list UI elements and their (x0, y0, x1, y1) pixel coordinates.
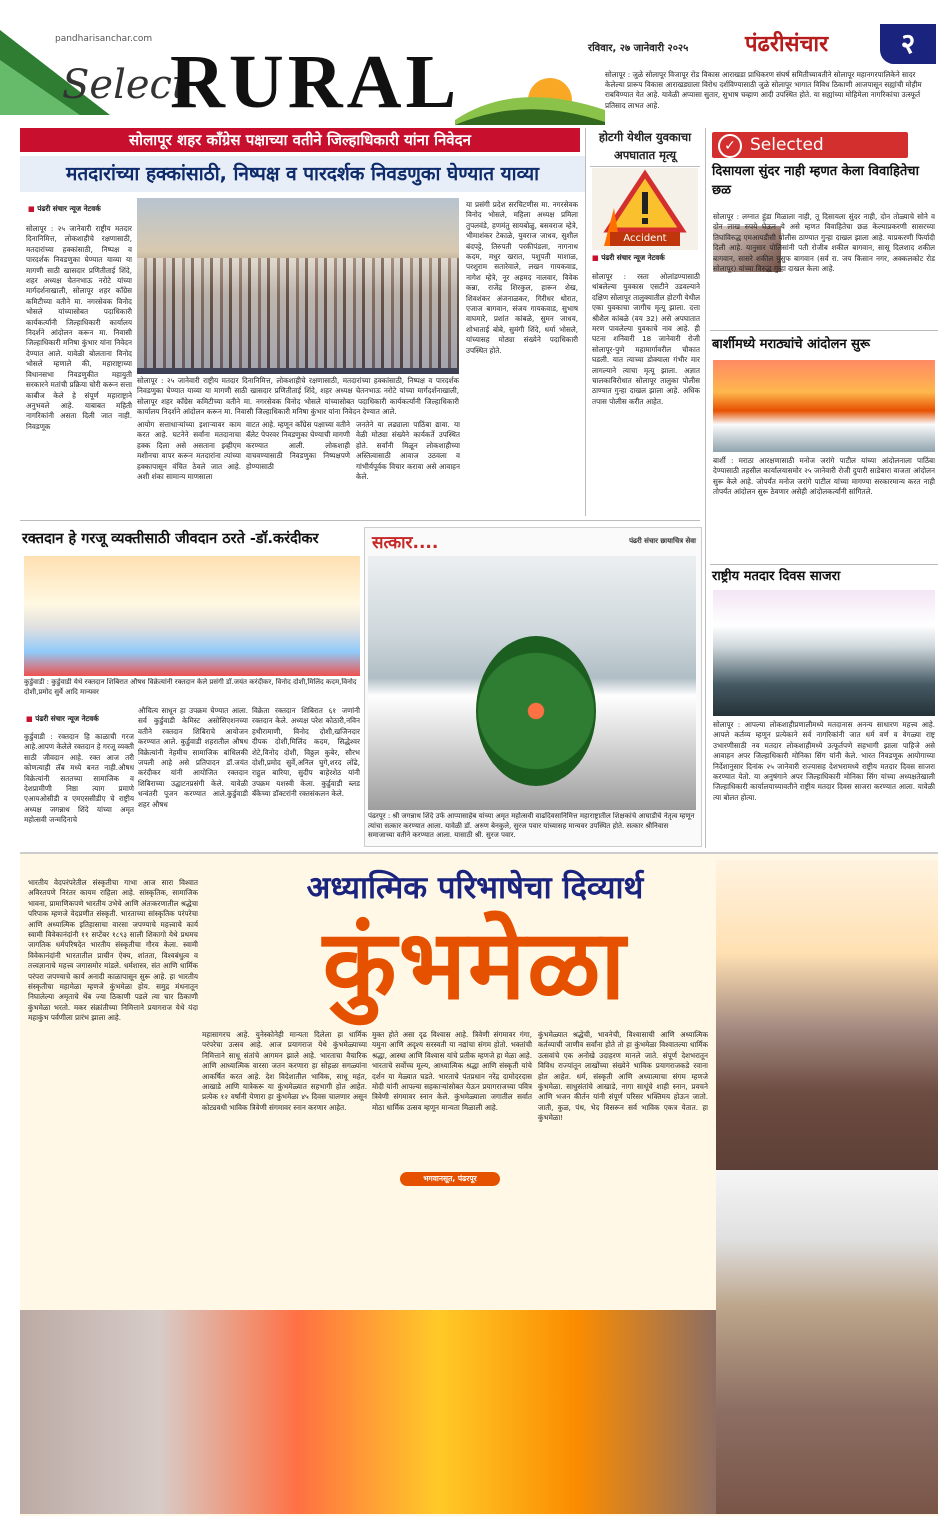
blood-col2: औचित्य साधून हा उपक्रम घेण्यात आला. सर्व कुर्डुवाडी केमिस्ट असोसिएशनच्या वतीने रक्तदान शिबिराचे आयोजन करण्यात आले. कुर्डुवाडी शहरातील औषध विक्रेत्यांनी नेहमीच सामाजिक बांधिलकी जपली आहे असे प्रतिपादन डॉ.जयंत करंदीकर यांनी आयोजित रक्तदान शिबिराच्या उद्घाटनप्रसंगी केले. यावेळी धन्वंतरी पूजन करण्यात आले.कुर्डुवाडी शहर औषध (138, 706, 248, 809)
kumbh-byline: भगवानसूत, पंढरपूर (400, 1172, 500, 1186)
kumbh-fire-photo (20, 1310, 716, 1514)
lead-col2: आयोग सत्ताधाऱ्यांच्या इशाऱ्यावर काम करत आहे. घटनेने सर्वांना मतदानाचा हक्क दिला असे असताना इव्हीएम मशीनचा वापर करून मतदारांना त्यांच्या हक्कापासून वंचित ठेवले जात आहे. अशी शंका सामान्य माणसाला (137, 420, 241, 482)
barshi-photo (713, 360, 935, 452)
blood-headline: रक्तदान हे गरजू व्यक्तीसाठी जीवदान ठरते -डॉ.करंदीकर (22, 531, 319, 547)
lead-headline: मतदारांच्या हक्कांसाठी, निष्पक्ष व पारदर्शक निवडणुका घेण्यात याव्या (20, 156, 585, 192)
selected-body: सोलापूर : लग्नात हुंडा मिळाला नाही, तू दिसायला सुंदर नाही, दोन तोळ्याचे सोने व दोन लाख रुपये घेऊन ये असे म्हणत विवाहितेचा छळ केल्याप्रकरणी सासरच्या तिघांविरुद्ध एमआयडीसी पोलीस ठाण्यात गुन्हा दाखल झाला आहे. याप्रकरणी फिर्यादी दिली आहे. यानुसार पोलिसांनी पती रोजीब शकील बागवान, सासू दिलशाद शकील बागवान, सासरे शकील युसुफ बागवान (सर्व रा. जय किसान नगर, अक्कलकोट रोड सोलापूर) यांच्या विरुद्ध गुन्हा दाखल केला आहे. (713, 212, 935, 274)
selected-badge (712, 132, 908, 158)
issue-date: रविवार, २७ जानेवारी २०२५ (588, 43, 689, 54)
blood-col3: विक्रेता रक्तदान शिबिरात ६१ जणांनी रक्तदान केले. अध्यक्ष परेश कोठारी,नविन हथीरामाणी, विनोद दोशी,खजिनदार दीपक दोशी,मिलिंद कदम, सिद्धेश्वर शेटे,विनोद दोशी, विठ्ठल कुबेर, सौरभ दोशी,प्रमोद सुर्वे,अनिल घुगे,शरद लोंढे, राहुल बारिया, सुदीप बाहेरशेठ यांनी उपक्रम यशस्वी केला. कुर्डुवाडी ब्लड बँकेच्या डॉक्टरांनी रक्तसंकलन केले. (252, 706, 360, 799)
paper-name: पंढरीसंचार (745, 32, 829, 57)
hotgi-headline: होटगी येथील युवकाचा अपघातात मृत्यू (590, 128, 700, 167)
lead-col4: जनतेने या लढ्याला पाठिंबा द्यावा. या वेळी मोठ्या संख्येने कार्यकर्ते उपस्थित होते. सर्वांनी मिळून लोकशाहीच्या अस्तित्वासाठी आवाज उठवला व गांभीर्यपूर्वक विचार करावा असे आवाहन केले. (356, 420, 460, 482)
sun-field-graphic (455, 60, 605, 125)
page-number: २ (880, 24, 936, 64)
blood-photo (24, 556, 360, 676)
satkar-credit: पंढरी संचार छायाचित्र सेवा (629, 537, 696, 545)
kumbh-title: अध्यात्मिक परिभाषेचा दिव्यार्थ (306, 870, 644, 906)
accident-image (592, 168, 698, 250)
lead-group-photo (137, 198, 459, 374)
garland (476, 636, 596, 786)
selected-label: Selected (750, 135, 824, 155)
satkar-photo (368, 556, 696, 810)
top-story: सोलापूर : जुळे सोलापूर विजापूर रोड विकास आराखडा प्राधिकरण संघर्ष समितीच्यावतीने सोलापूर महानगरपालिकेने सादर केलेल्या प्रारूप विकास आराखड्याला विरोध दर्शविण्यासाठी जुळे सोलापूर भागात विविध ठिकाणी आजपासून सह्यांची मोहीम राबविण्यात येत आहे. यावेळी अप्पासा सुतार, सुभाष चव्हाण आदी उपस्थित होते. या सह्यांच्या मोहिमेला नागरिकांचा उत्स्फूर्त प्रतिसाद लाभत आहे. (605, 70, 922, 110)
blood-col1: कुर्डुवाडी : रक्तदान हि काळाची गरज आहे.आपण केलेले रक्तदान हे गरजू व्यक्ती साठी जीवदान आहे. रक्त आज तरी कोणत्याही लॅब मध्ये बनत नाही.औषध विक्रेत्यांनी सततच्या सामाजिक व देशप्रामीणी निष्ठा त्याग प्रमाणे एआयओसीडी व एमएससीडीए चे राष्ट्रीय अध्यक्ष जगन्नाथ शिंदे यांच्या अमृत महोत्सवी जन्मदिनाचे (24, 732, 134, 825)
voter-day-body: सोलापूर : आपल्या लोकशाहीप्रणालीमध्ये मतदानास अनन्य साधारण महत्त्व आहे. आपले कर्तव्य म्हणून प्रत्येकाने सर्व नागरिकांनी जात धर्म वर्ण व वेगळ्या राष्ट्र उभारणीसाठी नव मतदार लोकशाहीमध्ये उत्फूर्तपणे सहभागी झाला पाहिजे असे आवाहन अपर जिल्हाधिकारी मोनिका सिंग यांनी केले. भारत निवडणूक आयोगाच्या निर्देशानुसार दिनांक २५ जानेवारी राज्यासह देशभरामध्ये राष्ट्रीय मतदार दिवस साजरा करण्यात येतो. या अनुषंगाने अपर जिल्हाधिकारी मोनिका सिंग यांच्या अध्यक्षतेखाली जिल्हाधिकारी कार्यालयाच्यावतीने राष्ट्रीय मतदार दिवस साजरा करण्यात आला. यावेळी त्या बोलत होत्या. (713, 720, 935, 802)
satkar-caption: पंढरपूर : श्री जगन्नाथ शिंदे उर्फ आप्पासाहेब यांच्या अमृत महोत्सवी वाढदिवसानिमित्त महाराष्ट्रातील शिक्षकांचे आघाडीचे नेतृत्व म्हणून त्यांचा सत्कार करण्यात आला. यावेळी डॉ. अरुण बेनकुले, सुरज पवार यांच्यासह मान्यवर उपस्थित होते. सत्कार श्रीनिवास समाजाच्या वतीने करण्यात आला. यासाठी श्री. सुरज पवार. (368, 812, 695, 840)
hotgi-byline (592, 253, 665, 263)
hotgi-byline-text: पंढरी संचार न्यूज नेटवर्क (601, 253, 665, 262)
crowd-rows (137, 258, 459, 368)
blood-caption: कुर्डुवाडी : कुर्डुवाडी येथे रक्तदान शिबिरात औषध विक्रेत्यांनी रक्तदान केले प्रसंगी डॉ.जयंत करंदीकर, विनोद दोशी,मिलिंद कदम,विनोद दोशी,प्रमोद सुर्वे आदि मान्यवर (24, 678, 357, 696)
hotgi-body: सोलापूर : रस्ता ओलांडण्यासाठी थांबलेल्या युवकास एसटीने उडवल्याने दक्षिण सोलापूर तालुक्यातील होटगी येथील एका युवकाचा जागीच मृत्यू झाला. दत्ता श्रीशैल कांबळे (वय 32) असे अपघातात मरण पावलेल्या युवकाचे नाव आहे. ही घटना शनिवारी 18 जानेवारी रोजी सोलापूर-पुणे महामार्गावरील चौकात घडली. यात त्याच्या डोक्याला गंभीर मार लागल्याने त्याचा मृत्यू झाला. अज्ञात चालकाविरोधात सोलापूर तालुका पोलीस ठाण्यात गुन्हा दाखल झाला आहे. अधिक तपास पोलीस करीत आहेत. (592, 272, 700, 406)
lead-byline-text: पंढरी संचार न्यूज नेटवर्क (37, 204, 101, 213)
lead-photo-caption: सोलापूर : २५ जानेवारी राष्ट्रीय मतदार दिनानिमित्त, लोकशाहीचे रक्षणासाठी, मतदारांच्या हक्कांसाठी, निष्पक्ष व पारदर्शक निवडणुका घेण्यात याव्या या मागणी साठी खासदार प्रणितीताई शिंदे, शहर अध्यक्ष चेतनभाऊ नरोटे यांच्या मार्गदर्शनाखाली, सोलापूर शहर काँग्रेस कमिटीच्या वतीने मा. नगरसेवक विनोद भोसले यांच्यासोबत पदाधिकारी कार्यकर्त्यांनी जिल्हाधिकारी कार्यालय निदर्शने आंदोलन करून मा. निवासी जिल्हाधिकारी मनिषा कुंभार यांना निवेदन देण्यात आले. (137, 376, 459, 417)
blood-byline (26, 714, 99, 724)
accident-label: Accident (610, 232, 680, 246)
section-title: RURAL (170, 40, 461, 124)
kumbh-col4: कुंभमेळ्यात श्रद्धेची, भावनेची, विश्वासाची आणि अध्यात्मिक कर्तव्याची जाणीव सर्वांना होते तो हा कुंभमेळा विश्वातल्या धार्मिक उत्सवांचे एक अनोखे उदाहरण मानले जाते. संपूर्ण देशभरातून विविध राज्यांतून लाखोंच्या संख्येने भाविक प्रयागराजकडे रवाना होत आहेत. धर्म, संस्कृती आणि अध्यात्माचा संगम म्हणजे कुंभमेळा. साधुसंतांचे आखाडे, नागा साधूंचे शाही स्नान, प्रवचने आणि भजन कीर्तन यांनी संपूर्ण परिसर भक्तिमय होऊन जातो. जाती, कुळ, पंथ, भेद विसरून सर्व भाविक एकत्र येतात. हा कुंभमेळा! (538, 1030, 708, 1123)
byline-marker: ■ (28, 204, 38, 213)
check-icon: ✓ (718, 134, 742, 158)
section-script: Select (62, 62, 189, 108)
selected-headline: दिसायला सुंदर नाही म्हणत केला विवाहितेचा छळ (712, 164, 919, 198)
kumbh-crowd-photo (716, 1170, 938, 1514)
satkar-title: सत्कार.... (372, 533, 439, 553)
kumbh-col2: महासागरच आहे. युनेस्कोनेही मान्यता दिलेला हा धार्मिक परंपरेचा उत्सव आहे. आज प्रयागराज येथे कुंभमेळ्याच्या निमित्ताने साधू संतांचे आगमन झाले आहे. भारताचा वैचारिक आणि आध्यात्मिक वारसा जतन करणारा हा सोहळा सगळ्यांना आकर्षित करत आहे. देश विदेशातील भाविक, साधू महंत, आखाडे आणि यात्रेकरू या कुंभमेळ्यात सहभागी होत आहेत. प्रत्येक १२ वर्षांनी येणारा हा कुंभमेळा ४५ दिवस चालणार असून कोट्यवधी भाविक त्रिवेणी संगमावर स्नान करणार आहेत. (202, 1030, 367, 1112)
barshi-body: बार्शी : मराठा आरक्षणासाठी मनोज जरांगे पाटील यांच्या आंदोलनाला पाठिंबा देण्यासाठी तहसील कार्यालयासमोर २५ जानेवारी रोजी दुपारी साडेबारा वाजता आंदोलन सुरू केले आहे. जोपर्यंत मनोज जरांगे पाटील यांच्या मागण्या सरकारमान्य करत नाही तोपर्यंत आंदोलन सुरू ठेवणार असेही आंदोलकर्त्यांनी सांगितले. (713, 456, 935, 497)
lead-col5: या प्रसंगी प्रदेश सरचिटणीस मा. नगरसेवक विनोद भोसले, महिला अध्यक्ष प्रमिला तुपलवंडे, हणमंतु सायबोळु, बसवराज म्हेत्रे, भीमाशंकर टेकाळे, युवराज जाधव, सुशील बंदपट्टे, तिरुपती परकीपंडला, नागनाथ कदम, मधुर खरात, पशुपती माशाळ, परशुराम सतारेवाले, लखन गायकवाड, नागेश म्हेत्रे, नूर अहमद नालवार, विवेक कन्ना, राजेंद्र शिरकुल, हारून शेख, शिवशंकर अंजनाळकर, गिरीधर थोरात, एजाज बागवान, संजय गायकवाड, सुभाष वाघमारे, प्रशांत कांबळे, सुमन जाधव, शोभाताई बोबे, सुमंगी शिंदे, धर्मा भोसले, यांच्यासह मोठ्या संख्येने पदाधिकारी उपस्थित होते. (466, 200, 578, 355)
lead-kicker: सोलापूर शहर काँग्रेस पक्षाच्या वतीने जिल्हाधिकारी यांना निवेदन (20, 128, 580, 152)
masthead (0, 0, 945, 125)
blood-byline-text: पंढरी संचार न्यूज नेटवर्क (35, 714, 99, 723)
kumbh-col3: मुक्त होते असा दृढ विश्वास आहे. त्रिवेणी संगमावर गंगा, यमुना आणि अदृश्य सरस्वती या नद्यांचा संगम होतो. भक्तांची श्रद्धा, आस्था आणि विश्वास यांचे प्रतीक म्हणजे हा मेळा आहे. भारताचे सर्वोच्च मूल्य, आध्यात्मिक श्रद्धा आणि संस्कृती यांचे दर्शन या मेळ्यात घडते. भारताचे पंतप्रधान नरेंद्र दामोदरदास मोदी यांनी आपल्या सहकाऱ्यांसोबत येऊन प्रयागराजच्या पवित्र त्रिवेणी संगमावर स्नान केले. कुंभमेळ्याला जगातील सर्वात मोठा धार्मिक उत्सव म्हणून मान्यता मिळाली आहे. (372, 1030, 532, 1112)
lead-col1: सोलापूर : २५ जानेवारी राष्ट्रीय मतदार दिनानिमित्त, लोकशाहीचे रक्षणासाठी, मतदारांच्या हक्कांसाठी, निष्पक्ष व पारदर्शक निवडणुका घेण्यात याव्या या मागणी साठी खासदार प्रणितीताई शिंदे, शहर अध्यक्ष चेतनभाऊ नरोटे यांच्या मार्गदर्शनाखाली, सोलापूर शहर काँग्रेस कमिटीच्या वतीने मा. नगरसेवक विनोद भोसले यांच्यासोबत पदाधिकारी कार्यकर्त्यांनी जिल्हाधिकारी कार्यालय निदर्शने आंदोलन करून मा. निवासी जिल्हाधिकारी मनिषा कुंभार यांना निवेदन देण्यात आले. यावेळी बोलताना विनोद भोसले म्हणाले की, महाराष्ट्राच्या विधानसभा निवडणुकीत महायुती सरकारने मतांची प्रक्रिया चोरी करून सत्ता काबीज केले हे संपूर्ण महाराष्ट्राने अनुभवले आहे. याबाबत महिती नागरिकांनी असता दिली जात नाही. निवडणूक (26, 224, 132, 431)
kumbh-sadhus-photo (716, 860, 938, 1170)
kumbh-col1: भारतीय वेदपरंपरेतील संस्कृतीचा गाभा आज सारा विश्वात अविरतपणे निरंतर कायम राहिला आहे. सांस्कृतिक, सामाजिक भावना, प्रामाणिकपणे भारतीय उभेचे आणि अंतःकरणातील श्रद्धेचा परिपाक म्हणजे वेदप्रणीत संस्कृती. भारताच्या सांस्कृतिक परंपरेचा आणि अध्यात्मिक इतिहासाचा वारसा जपण्याचे महत्त्वाचे कार्य स्वामी विवेकानंदांनी ११ सप्टेंबर १८९३ साली शिकागो येथे प्रथमच जागतिक धर्मपरिषदेत भारतीय संस्कृतीचा गौरव केला. स्वामी विवेकानंदांनी भारतातील प्राचीन ऐक्य, शांतता, विश्वबंधुत्व व तत्त्वज्ञानाचे महत्त्व जगासमोर मांडले. धर्मशास्त्र, संत आणि धार्मिक परंपरा जपण्याचे कार्य अनादी काळापासून सुरू आहे. हा भारतीय संस्कृतीचा महामेळा म्हणजे कुंभमेळा होय. समुद्र मंथनातून निघालेल्या अमृताचे थेंब ज्या ठिकाणी पडले त्या चार ठिकाणी कुंभमेळा भरतो. मकर संक्रांतीच्या निमित्ताने प्रयागराज येथे यंदा महाकुंभ पर्वणीला प्रारंभ झाला आहे. (28, 878, 198, 1023)
lead-byline (28, 204, 101, 214)
voter-day-photo (713, 590, 935, 716)
barshi-headline: बार्शीमध्ये मराठ्यांचे आंदोलन सुरू (712, 337, 871, 352)
byline-marker: ■ (592, 253, 602, 262)
lead-col3: वाटत आहे. म्हणून काँग्रेस पक्षाच्या वतीने बॅलेट पेपरवर निवडणुका घेण्याची मागणी करण्यात आली. लोकशाही वाचवण्यासाठी निवडणुका निष्पक्षपणे होण्यासाठी (246, 420, 350, 471)
site-url[interactable]: pandharisanchar.com (55, 34, 153, 44)
byline-marker: ■ (26, 714, 36, 723)
voter-day-headline: राष्ट्रीय मतदार दिवस साजरा (712, 569, 841, 584)
kumbh-big-title: कुंभमेळा (322, 909, 628, 1021)
